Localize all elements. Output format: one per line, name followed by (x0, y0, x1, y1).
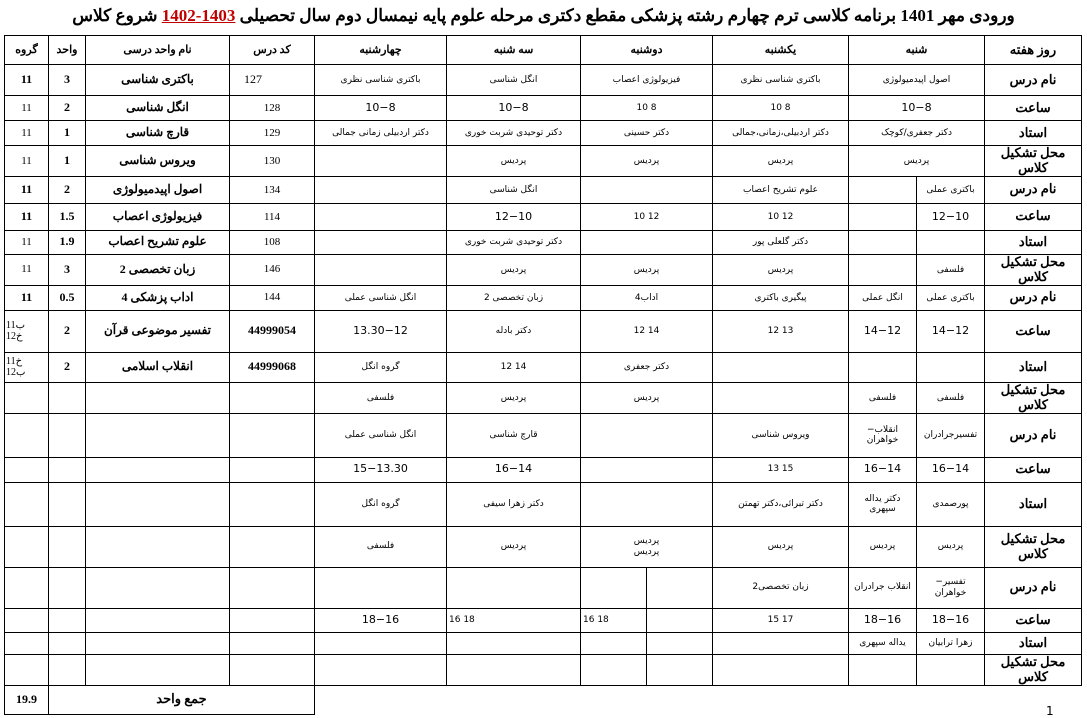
course-unit: 2 (49, 96, 86, 121)
cell-wed-time: 15−13.30 (315, 457, 447, 482)
cell-sun-time: 15 17 (713, 608, 849, 632)
course-name: تفسیر موضوعی قرآن (86, 310, 230, 352)
cell-sun-course: ویروس شناسی (713, 413, 849, 457)
header-saturday: شنبه (849, 36, 985, 65)
cell-sat-time-a: 14−12 (849, 310, 917, 352)
cell-mon-location-a (581, 654, 647, 685)
cell-sat-time-a: 16−14 (849, 457, 917, 482)
course-group: 11 (5, 96, 49, 121)
course-name (86, 632, 230, 654)
cell-wed-time (315, 203, 447, 230)
cell-tue-course: زبان تخصصی 2 (447, 285, 581, 310)
cell-sat-course-b: باکتری عملی (917, 285, 985, 310)
cell-sat-course-b: باکتری عملی (917, 176, 985, 203)
course-group: 11 (5, 203, 49, 230)
header-weekday: روز هفته (985, 36, 1082, 65)
cell-sun-location: پردیس (713, 146, 849, 177)
cell-tue-time: 12 14 (447, 352, 581, 382)
course-code: 134 (230, 176, 315, 203)
course-unit (49, 526, 86, 567)
cell-sun-location (713, 382, 849, 413)
course-name: ویروس شناسی (86, 146, 230, 177)
course-code (230, 654, 315, 685)
cell-sun-location: پردیس (713, 526, 849, 567)
cell-sun-instructor: دکتر تبرائی،دکتر تهمتن (713, 482, 849, 526)
course-unit (49, 654, 86, 685)
course-code (230, 413, 315, 457)
row-label-location: محل تشکیل کلاس (985, 254, 1082, 285)
cell-wed-course (315, 176, 447, 203)
cell-sat-time-a (849, 203, 917, 230)
row-label-course: نام درس (985, 567, 1082, 608)
course-group: 11 (5, 254, 49, 285)
course-unit: 3 (49, 65, 86, 96)
header-group: گروه (5, 36, 49, 65)
course-unit: 3 (49, 254, 86, 285)
cell-tue-course: انگل شناسی (447, 176, 581, 203)
course-group (5, 654, 49, 685)
course-unit: 2 (49, 176, 86, 203)
course-unit: 1 (49, 146, 86, 177)
row-label-time: ساعت (985, 96, 1082, 121)
cell-tue-course: انگل شناسی (447, 65, 581, 96)
course-name: فیزیولوژی اعصاب (86, 203, 230, 230)
cell-sat-instructor-b: پورصمدی (917, 482, 985, 526)
row-label-course: نام درس (985, 285, 1082, 310)
cell-sun-course: پیگیری باکتری (713, 285, 849, 310)
header-wednesday: چهارشنبه (315, 36, 447, 65)
course-group (5, 413, 49, 457)
row-label-time: ساعت (985, 457, 1082, 482)
row-label-course: نام درس (985, 176, 1082, 203)
cell-sat-instructor-b (917, 230, 985, 254)
cell-sat-time: 10−8 (849, 96, 985, 121)
course-unit (49, 482, 86, 526)
header-unit: واحد (49, 36, 86, 65)
course-code: 128 (230, 96, 315, 121)
course-code: 44999054 (230, 310, 315, 352)
cell-mon-instructor (581, 230, 713, 254)
course-name: اداب پزشکی 4 (86, 285, 230, 310)
cell-wed-instructor: گروه انگل (315, 482, 447, 526)
course-code: 130 (230, 146, 315, 177)
course-group: 11 (5, 285, 49, 310)
cell-wed-instructor: گروه انگل (315, 352, 447, 382)
cell-tue-instructor (447, 632, 581, 654)
cell-tue-location: پردیس (447, 382, 581, 413)
cell-wed-instructor (315, 230, 447, 254)
cell-mon-time-a: 16 18 (581, 608, 647, 632)
header-course-name: نام واحد درسی (86, 36, 230, 65)
cell-tue-location: پردیس (447, 254, 581, 285)
course-name: زبان تخصصی 2 (86, 254, 230, 285)
cell-sun-instructor (713, 352, 849, 382)
cell-tue-instructor: دکتر توحیدی شربت خوری (447, 121, 581, 146)
cell-mon-instructor: دکتر حسینی (581, 121, 713, 146)
course-code (230, 382, 315, 413)
cell-tue-time: 16 18 (447, 608, 581, 632)
cell-sat-time-b: 12−10 (917, 203, 985, 230)
cell-sat-course-a: انگل عملی (849, 285, 917, 310)
course-unit: 2 (49, 310, 86, 352)
course-group-split: 11خ 12ب (5, 352, 49, 382)
cell-sat-time-b: 18−16 (917, 608, 985, 632)
row-label-course: نام درس (985, 413, 1082, 457)
course-group (5, 632, 49, 654)
course-group: 11 (5, 176, 49, 203)
cell-mon-time: 12 14 (581, 310, 713, 352)
course-name (86, 608, 230, 632)
cell-mon-instructor-a (581, 632, 647, 654)
course-unit (49, 382, 86, 413)
row-label-instructor: استاد (985, 352, 1082, 382)
blank-area (315, 685, 1082, 714)
cell-tue-location: پردیس (447, 146, 581, 177)
cell-mon-course: فیزیولوژی اعصاب (581, 65, 713, 96)
cell-sat-location-a (849, 254, 917, 285)
cell-sat-instructor-a: یداله سپهری (849, 632, 917, 654)
cell-sun-instructor: دکتر اردبیلی،زمانی،جمالی (713, 121, 849, 146)
course-unit: 1.9 (49, 230, 86, 254)
course-name: انگل شناسی (86, 96, 230, 121)
header-course-code: کد درس (230, 36, 315, 65)
cell-sun-course: باکتری شناسی نظری (713, 65, 849, 96)
page-number: 1 (1046, 704, 1054, 718)
cell-wed-time: 10−8 (315, 96, 447, 121)
row-label-time: ساعت (985, 310, 1082, 352)
cell-sat-course-a (849, 176, 917, 203)
cell-sat-location-b: فلسفی (917, 254, 985, 285)
cell-sat-instructor-a: دکتر یداله سپهری (849, 482, 917, 526)
cell-sat-location-a (849, 654, 917, 685)
cell-sun-instructor (713, 632, 849, 654)
row-label-time: ساعت (985, 608, 1082, 632)
page-title: ورودی مهر 1401 برنامه کلاسی ترم چهارم رشته پزشکی مقطع دکتری مرحله علوم پایه نیمسال دوم سال تحصیلی 1403-1402 شروع کلاس (72, 6, 1015, 25)
header-tuesday: سه شنبه (447, 36, 581, 65)
row-label-instructor: استاد (985, 632, 1082, 654)
cell-sat-course-a: انقلاب− خواهران (849, 413, 917, 457)
cell-mon-course-b (647, 567, 713, 608)
cell-sat-location-b: پردیس (917, 526, 985, 567)
cell-sat-time-a: 18−16 (849, 608, 917, 632)
course-code (230, 526, 315, 567)
course-group (5, 526, 49, 567)
cell-wed-course: انگل شناسی عملی (315, 413, 447, 457)
cell-mon-time: 10 12 (581, 203, 713, 230)
course-unit (49, 632, 86, 654)
course-code (230, 482, 315, 526)
cell-sat-course-a: انقلاب جرادران (849, 567, 917, 608)
cell-mon-location: پردیس (581, 254, 713, 285)
course-name: باکتری شناسی (86, 65, 230, 96)
cell-wed-time: 13.30−12 (315, 310, 447, 352)
course-group (5, 567, 49, 608)
cell-sat-location-b: فلسفی (917, 382, 985, 413)
course-unit: 1.5 (49, 203, 86, 230)
course-code: 44999068 (230, 352, 315, 382)
academic-year: 1403-1402 (161, 6, 236, 25)
course-group (5, 457, 49, 482)
cell-mon-location: پردیس پردیس (581, 526, 713, 567)
cell-sun-course: زبان تخصصی2 (713, 567, 849, 608)
course-code: 129 (230, 121, 315, 146)
row-label-time: ساعت (985, 203, 1082, 230)
cell-sat-location: پردیس (849, 146, 985, 177)
cell-sun-time: 10 12 (713, 203, 849, 230)
course-group (5, 482, 49, 526)
cell-sat-instructor: دکتر جعفری/کوچک (849, 121, 985, 146)
cell-tue-instructor: دکتر زهرا سیفی (447, 482, 581, 526)
course-unit (49, 457, 86, 482)
cell-sat-time-b: 16−14 (917, 457, 985, 482)
course-name: اصول اپیدمیولوژی (86, 176, 230, 203)
course-name: علوم تشریح اعصاب (86, 230, 230, 254)
course-code: 146 (230, 254, 315, 285)
cell-tue-instructor: دکتر بادله (447, 310, 581, 352)
cell-sat-instructor-b: زهرا ترابیان (917, 632, 985, 654)
cell-wed-course: باکتری شناسی نظری (315, 65, 447, 96)
row-label-location: محل تشکیل کلاس (985, 526, 1082, 567)
cell-mon-instructor (581, 482, 713, 526)
cell-sun-location: پردیس (713, 254, 849, 285)
cell-tue-location (447, 654, 581, 685)
header-sunday: یکشنبه (713, 36, 849, 65)
course-name (86, 482, 230, 526)
cell-sat-instructor-a (849, 230, 917, 254)
course-code (230, 567, 315, 608)
course-code (230, 632, 315, 654)
course-unit (49, 608, 86, 632)
cell-mon-time: 10 8 (581, 96, 713, 121)
course-group: 11 (5, 146, 49, 177)
row-label-location: محل تشکیل کلاس (985, 654, 1082, 685)
course-unit (49, 567, 86, 608)
cell-wed-location (315, 254, 447, 285)
row-label-instructor: استاد (985, 230, 1082, 254)
cell-wed-time: 18−16 (315, 608, 447, 632)
course-unit: 1 (49, 121, 86, 146)
cell-sat-instructor-a (849, 352, 917, 382)
cell-sun-time: 13 15 (713, 457, 849, 482)
course-group-split: 11ب 12خ (5, 310, 49, 352)
row-label-course: نام درس (985, 65, 1082, 96)
cell-mon-instructor-b (647, 632, 713, 654)
cell-mon-time-b (647, 608, 713, 632)
cell-wed-location: فلسفی (315, 382, 447, 413)
total-label: جمع واحد (49, 685, 315, 714)
cell-wed-instructor: دکتر اردبیلی زمانی جمالی (315, 121, 447, 146)
cell-mon-course-a (581, 567, 647, 608)
cell-sat-location-a: فلسفی (849, 382, 917, 413)
row-label-instructor: استاد (985, 121, 1082, 146)
course-code: 127 (230, 65, 315, 96)
course-name: قارچ شناسی (86, 121, 230, 146)
course-group (5, 608, 49, 632)
cell-sun-course: علوم تشریح اعصاب (713, 176, 849, 203)
cell-sat-time-b: 14−12 (917, 310, 985, 352)
cell-mon-time (581, 457, 713, 482)
cell-mon-course: اداب4 (581, 285, 713, 310)
course-group: 11 (5, 121, 49, 146)
row-label-location: محل تشکیل کلاس (985, 382, 1082, 413)
course-code (230, 608, 315, 632)
cell-sun-time: 12 13 (713, 310, 849, 352)
cell-wed-course: انگل شناسی عملی (315, 285, 447, 310)
cell-sat-course: اصول اپیدمیولوژی (849, 65, 985, 96)
course-code: 114 (230, 203, 315, 230)
header-monday: دوشنبه (581, 36, 713, 65)
course-name (86, 413, 230, 457)
row-label-location: محل تشکیل کلاس (985, 146, 1082, 177)
cell-wed-location (315, 654, 447, 685)
cell-tue-time: 10−8 (447, 96, 581, 121)
course-unit: 0.5 (49, 285, 86, 310)
course-name (86, 654, 230, 685)
cell-wed-location: فلسفی (315, 526, 447, 567)
cell-tue-course (447, 567, 581, 608)
row-label-instructor: استاد (985, 482, 1082, 526)
cell-mon-course (581, 176, 713, 203)
cell-wed-course (315, 567, 447, 608)
cell-sun-time: 10 8 (713, 96, 849, 121)
course-code: 144 (230, 285, 315, 310)
course-name (86, 526, 230, 567)
course-unit (49, 413, 86, 457)
course-name (86, 567, 230, 608)
total-value: 19.9 (5, 685, 49, 714)
cell-tue-time: 12−10 (447, 203, 581, 230)
cell-mon-instructor: دکتر جعفری (581, 352, 713, 382)
cell-sat-location-a: پردیس (849, 526, 917, 567)
cell-mon-course (581, 413, 713, 457)
cell-sat-course-b: تفسیر− خواهران (917, 567, 985, 608)
cell-tue-location: پردیس (447, 526, 581, 567)
cell-mon-location-b (647, 654, 713, 685)
cell-sun-instructor: دکتر گلعلی پور (713, 230, 849, 254)
cell-tue-instructor: دکتر توحیدی شربت خوری (447, 230, 581, 254)
schedule-table (4, 35, 1082, 715)
course-group (5, 382, 49, 413)
course-name (86, 382, 230, 413)
cell-wed-location (315, 146, 447, 177)
course-name (86, 457, 230, 482)
cell-wed-instructor (315, 632, 447, 654)
course-group: 11 (5, 65, 49, 96)
cell-tue-course: قارچ شناسی (447, 413, 581, 457)
course-unit: 2 (49, 352, 86, 382)
cell-tue-time: 16−14 (447, 457, 581, 482)
course-name: انقلاب اسلامی (86, 352, 230, 382)
cell-sat-instructor-b (917, 352, 985, 382)
cell-sun-location (713, 654, 849, 685)
course-group: 11 (5, 230, 49, 254)
cell-sat-location-b (917, 654, 985, 685)
cell-mon-location: پردیس (581, 146, 713, 177)
course-code: 108 (230, 230, 315, 254)
cell-sat-course-b: تفسیرجرادران (917, 413, 985, 457)
cell-mon-location: پردیس (581, 382, 713, 413)
course-code (230, 457, 315, 482)
